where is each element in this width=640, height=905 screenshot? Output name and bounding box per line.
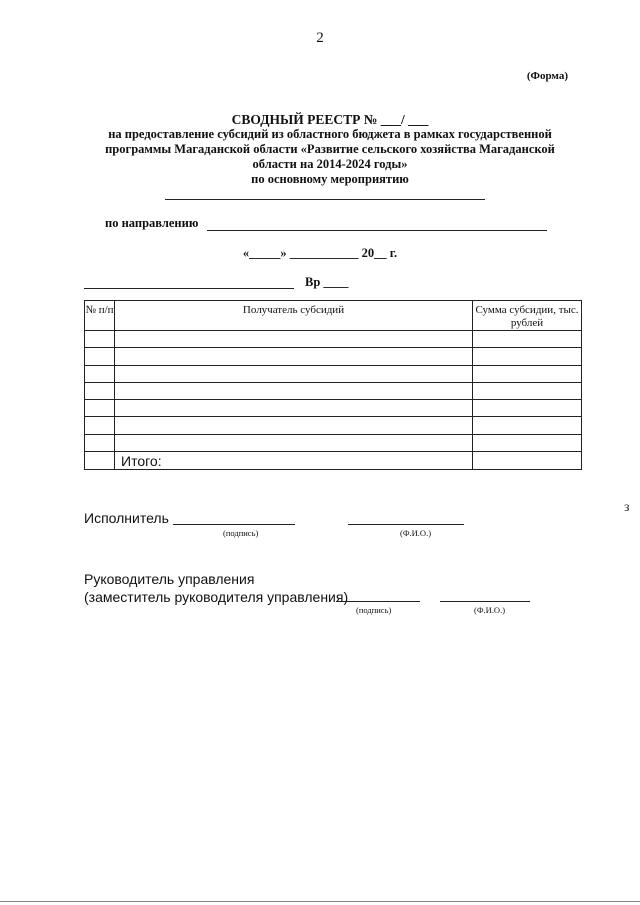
table-cell — [85, 331, 115, 348]
table-row — [85, 417, 582, 434]
total-amount-cell — [473, 452, 582, 470]
head-label-line-1: Руководитель управления — [84, 571, 255, 587]
table-cell — [85, 452, 115, 470]
head-label-line-2: (заместитель руководителя управления) — [84, 589, 349, 605]
title-main: СВОДНЫЙ РЕЕСТР № ___/ ___ — [231, 112, 429, 127]
table-cell — [473, 382, 582, 399]
page-number: 2 — [316, 30, 324, 46]
table-cell — [473, 434, 582, 451]
head-signature-caption: (подпись) — [356, 605, 392, 615]
table-header-row — [85, 301, 582, 331]
executor-signature-caption: (подпись) — [223, 528, 259, 538]
total-row — [85, 452, 582, 470]
table-cell — [85, 434, 115, 451]
direction-label: по направлению — [105, 216, 199, 230]
head-signature-line — [336, 601, 420, 602]
margin-mark: з — [624, 500, 630, 515]
table-cell — [473, 365, 582, 382]
form-label: (Форма) — [526, 70, 568, 82]
table-cell — [85, 400, 115, 417]
table-cell — [85, 365, 115, 382]
vr-prefix-underline — [84, 288, 294, 289]
header-recipient: Получатель субсидий — [115, 301, 473, 331]
table-row — [85, 434, 582, 451]
table-cell — [473, 417, 582, 434]
table-cell — [115, 348, 473, 365]
head-name-line — [440, 601, 530, 602]
table-cell — [85, 417, 115, 434]
table-cell — [115, 382, 473, 399]
vr-label: Вр ____ — [305, 275, 349, 289]
table-cell — [115, 331, 473, 348]
head-name-caption: (Ф.И.О.) — [474, 605, 506, 615]
table-row — [85, 331, 582, 348]
table-cell — [85, 348, 115, 365]
table-cell — [85, 382, 115, 399]
table-cell — [473, 400, 582, 417]
table-cell — [115, 365, 473, 382]
title-line-2: программы Магаданской области «Развитие сельского хозяйства Магаданской — [105, 142, 555, 156]
table-row — [85, 382, 582, 399]
direction-underline — [207, 230, 547, 231]
date-line: «_____» ___________ 20__ г. — [242, 246, 398, 260]
header-number: № п/п — [85, 301, 115, 331]
title-line-3: области на 2014-2024 годы» — [252, 157, 408, 171]
table-cell — [115, 434, 473, 451]
title-line-1: на предоставление субсидий из областного бюджета в рамках государственной — [108, 127, 552, 141]
header-amount: Сумма субсидии, тыс. рублей — [473, 301, 582, 331]
document-title — [70, 112, 590, 187]
scan-edge-line — [0, 901, 640, 902]
executor-signature-line — [173, 524, 295, 525]
table-cell — [115, 400, 473, 417]
registry-table — [84, 300, 582, 470]
table-cell — [473, 348, 582, 365]
table-row — [85, 365, 582, 382]
total-label: Итого: — [115, 452, 473, 470]
executor-name-line — [348, 524, 464, 525]
table-row — [85, 348, 582, 365]
title-line-4: по основному мероприятию — [251, 172, 409, 186]
executor-name-caption: (Ф.И.О.) — [400, 528, 432, 538]
table-cell — [473, 331, 582, 348]
table-row — [85, 400, 582, 417]
executor-label: Исполнитель — [84, 510, 169, 526]
measure-underline — [165, 199, 485, 200]
table-cell — [115, 417, 473, 434]
